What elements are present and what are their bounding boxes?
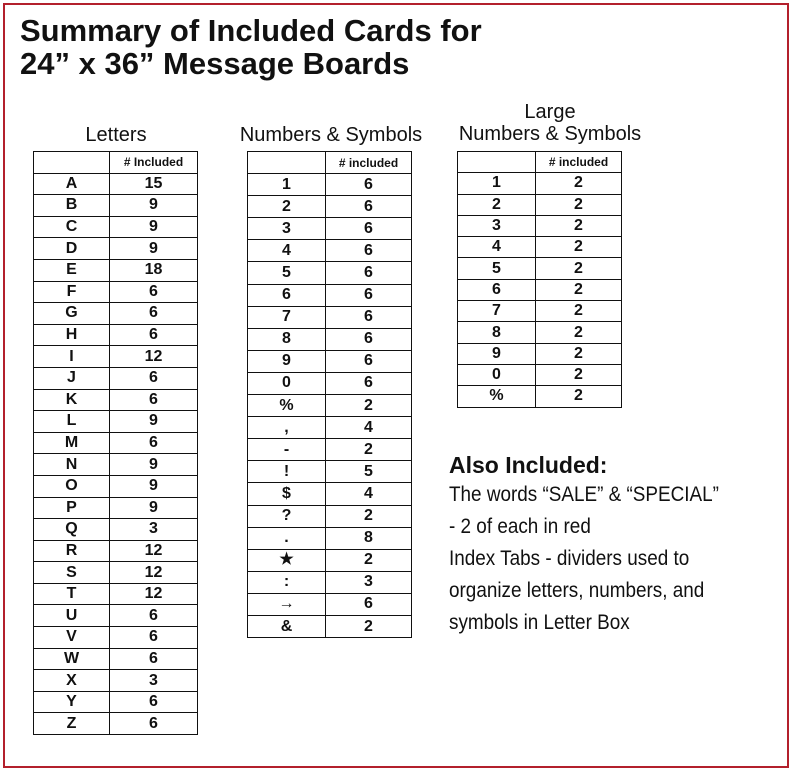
row-count: 9: [110, 497, 198, 519]
row-count: 6: [326, 218, 412, 240]
table-row: [458, 173, 622, 194]
row-label: ★: [248, 549, 326, 571]
also-included-line: - 2 of each in red: [449, 515, 591, 538]
table-row: [458, 237, 622, 258]
row-label: %: [248, 395, 326, 417]
row-label: 6: [248, 284, 326, 306]
table-row: [34, 411, 198, 433]
table-row: [248, 483, 412, 505]
large-caption-line-2: Numbers & Symbols: [458, 123, 642, 145]
row-label: -: [248, 439, 326, 461]
row-label: 0: [248, 372, 326, 394]
row-label: :: [248, 571, 326, 593]
row-count: 6: [326, 196, 412, 218]
row-count: 2: [326, 395, 412, 417]
table-row: [248, 350, 412, 372]
row-count: 9: [110, 475, 198, 497]
row-label: O: [34, 475, 110, 497]
table-row: [458, 322, 622, 343]
table-row: [458, 215, 622, 236]
page-title: [20, 14, 482, 80]
row-label: 3: [458, 215, 536, 236]
table-row: [34, 324, 198, 346]
row-label: 1: [248, 174, 326, 196]
also-included-title: Also Included:: [449, 452, 608, 478]
row-count: 2: [536, 322, 622, 343]
table-row: [34, 432, 198, 454]
row-label: V: [34, 627, 110, 649]
row-label: .: [248, 527, 326, 549]
row-label: %: [458, 386, 536, 407]
row-count: 2: [326, 439, 412, 461]
row-label: 5: [458, 258, 536, 279]
table-row: [34, 195, 198, 217]
table-header-row: [34, 152, 198, 174]
row-label: D: [34, 238, 110, 260]
also-included-line: Index Tabs - dividers used to: [449, 547, 690, 570]
large-caption: [450, 101, 650, 145]
row-count: 2: [536, 194, 622, 215]
row-label: X: [34, 670, 110, 692]
row-count: 6: [326, 262, 412, 284]
table-row: [248, 461, 412, 483]
row-count: 6: [326, 350, 412, 372]
table-row: [248, 527, 412, 549]
row-count: 2: [536, 364, 622, 385]
letters-table-body: [34, 152, 198, 735]
large-table: [457, 151, 622, 408]
row-count: 2: [536, 237, 622, 258]
row-label: U: [34, 605, 110, 627]
table-header-count: # included: [326, 152, 412, 174]
row-count: 6: [110, 281, 198, 303]
row-label: C: [34, 216, 110, 238]
table-row: [458, 194, 622, 215]
also-included-line: The words “SALE” & “SPECIAL”: [449, 483, 719, 506]
table-header-blank: [248, 152, 326, 174]
row-label: →: [248, 593, 326, 615]
row-label: F: [34, 281, 110, 303]
table-header-row: [458, 152, 622, 173]
table-row: [248, 372, 412, 394]
table-row: [458, 364, 622, 385]
row-count: 2: [536, 173, 622, 194]
row-count: 2: [326, 549, 412, 571]
table-row: [248, 615, 412, 637]
row-count: 6: [326, 284, 412, 306]
row-label: 5: [248, 262, 326, 284]
row-count: 5: [326, 461, 412, 483]
table-row: [248, 284, 412, 306]
row-label: 6: [458, 279, 536, 300]
row-count: 2: [536, 258, 622, 279]
row-count: 6: [326, 306, 412, 328]
table-row: [34, 583, 198, 605]
table-row: [248, 505, 412, 527]
row-label: 9: [248, 350, 326, 372]
row-count: 6: [110, 367, 198, 389]
row-label: M: [34, 432, 110, 454]
row-label: Q: [34, 519, 110, 541]
row-label: B: [34, 195, 110, 217]
also-included-section: [449, 452, 779, 639]
table-row: [34, 238, 198, 260]
row-count: 12: [110, 346, 198, 368]
table-row: [34, 216, 198, 238]
row-label: ,: [248, 417, 326, 439]
large-table-wrap: [457, 151, 622, 408]
row-count: 12: [110, 540, 198, 562]
row-label: 0: [458, 364, 536, 385]
row-label: 4: [248, 240, 326, 262]
row-count: 18: [110, 259, 198, 281]
table-row: [34, 367, 198, 389]
row-label: J: [34, 367, 110, 389]
row-label: H: [34, 324, 110, 346]
row-label: &: [248, 615, 326, 637]
table-row: [34, 713, 198, 735]
row-label: 8: [458, 322, 536, 343]
row-count: 2: [326, 615, 412, 637]
table-row: [248, 571, 412, 593]
row-label: A: [34, 173, 110, 195]
numbers-table-body: [248, 152, 412, 638]
table-header-count: # included: [536, 152, 622, 173]
table-row: [34, 691, 198, 713]
row-count: 3: [326, 571, 412, 593]
title-line-1: Summary of Included Cards for: [20, 13, 482, 48]
row-count: 9: [110, 195, 198, 217]
row-label: $: [248, 483, 326, 505]
row-label: 7: [458, 301, 536, 322]
table-header-blank: [458, 152, 536, 173]
table-row: [248, 196, 412, 218]
also-included-line: symbols in Letter Box: [449, 611, 630, 634]
table-row: [34, 540, 198, 562]
row-count: 6: [110, 648, 198, 670]
large-caption-line-1: Large: [524, 101, 576, 123]
table-row: [34, 281, 198, 303]
table-row: [34, 303, 198, 325]
row-count: 6: [326, 372, 412, 394]
row-count: 9: [110, 411, 198, 433]
row-count: 6: [110, 713, 198, 735]
table-row: [34, 605, 198, 627]
title-line-2: 24” x 36” Message Boards: [20, 46, 410, 81]
row-label: 4: [458, 237, 536, 258]
row-label: R: [34, 540, 110, 562]
row-count: 6: [326, 174, 412, 196]
table-row: [248, 306, 412, 328]
row-label: Y: [34, 691, 110, 713]
row-count: 3: [110, 670, 198, 692]
table-row: [34, 389, 198, 411]
row-label: L: [34, 411, 110, 433]
row-label: G: [34, 303, 110, 325]
row-count: 6: [110, 324, 198, 346]
row-label: I: [34, 346, 110, 368]
table-row: [34, 475, 198, 497]
row-count: 4: [326, 483, 412, 505]
table-row: [34, 497, 198, 519]
row-label: 2: [248, 196, 326, 218]
table-row: [34, 519, 198, 541]
row-label: 7: [248, 306, 326, 328]
row-count: 6: [110, 627, 198, 649]
row-count: 3: [110, 519, 198, 541]
also-included-line: organize letters, numbers, and: [449, 579, 705, 602]
table-header-count: # Included: [110, 152, 198, 174]
table-row: [458, 301, 622, 322]
row-count: 6: [110, 605, 198, 627]
letters-table-wrap: [33, 151, 198, 735]
row-label: W: [34, 648, 110, 670]
row-label: P: [34, 497, 110, 519]
table-row: [34, 346, 198, 368]
numbers-table-wrap: [247, 151, 412, 638]
row-count: 4: [326, 417, 412, 439]
row-label: 3: [248, 218, 326, 240]
row-label: !: [248, 461, 326, 483]
row-count: 2: [536, 215, 622, 236]
row-label: 8: [248, 328, 326, 350]
also-included-lines: [449, 479, 779, 639]
numbers-table: [247, 151, 412, 638]
letters-caption: Letters: [85, 124, 147, 146]
table-row: [248, 439, 412, 461]
table-row: [248, 395, 412, 417]
row-count: 9: [110, 238, 198, 260]
row-count: 12: [110, 583, 198, 605]
row-count: 2: [326, 505, 412, 527]
row-count: 9: [110, 454, 198, 476]
row-count: 6: [110, 691, 198, 713]
row-count: 6: [110, 389, 198, 411]
row-count: 6: [326, 593, 412, 615]
row-count: 6: [326, 240, 412, 262]
table-row: [248, 328, 412, 350]
row-count: 6: [110, 303, 198, 325]
row-label: 9: [458, 343, 536, 364]
table-row: [248, 417, 412, 439]
row-label: K: [34, 389, 110, 411]
row-label: ?: [248, 505, 326, 527]
table-row: [458, 343, 622, 364]
row-count: 9: [110, 216, 198, 238]
table-row: [248, 549, 412, 571]
table-row: [34, 259, 198, 281]
table-row: [34, 627, 198, 649]
table-row: [34, 562, 198, 584]
table-row: [458, 386, 622, 407]
row-count: 12: [110, 562, 198, 584]
row-label: S: [34, 562, 110, 584]
table-row: [34, 648, 198, 670]
table-row: [458, 279, 622, 300]
table-row: [34, 454, 198, 476]
table-row: [248, 593, 412, 615]
row-label: T: [34, 583, 110, 605]
table-row: [248, 240, 412, 262]
table-header-blank: [34, 152, 110, 174]
row-label: E: [34, 259, 110, 281]
table-row: [248, 218, 412, 240]
table-row: [34, 670, 198, 692]
row-count: 15: [110, 173, 198, 195]
table-header-row: [248, 152, 412, 174]
row-label: 2: [458, 194, 536, 215]
row-count: 2: [536, 343, 622, 364]
large-table-body: [458, 152, 622, 408]
row-count: 8: [326, 527, 412, 549]
table-row: [34, 173, 198, 195]
row-label: N: [34, 454, 110, 476]
row-label: Z: [34, 713, 110, 735]
letters-table: [33, 151, 198, 735]
row-count: 6: [326, 328, 412, 350]
table-row: [248, 174, 412, 196]
table-row: [458, 258, 622, 279]
row-count: 6: [110, 432, 198, 454]
row-count: 2: [536, 301, 622, 322]
row-label: 1: [458, 173, 536, 194]
row-count: 2: [536, 386, 622, 407]
table-row: [248, 262, 412, 284]
row-count: 2: [536, 279, 622, 300]
numbers-caption: Numbers & Symbols: [239, 124, 423, 146]
